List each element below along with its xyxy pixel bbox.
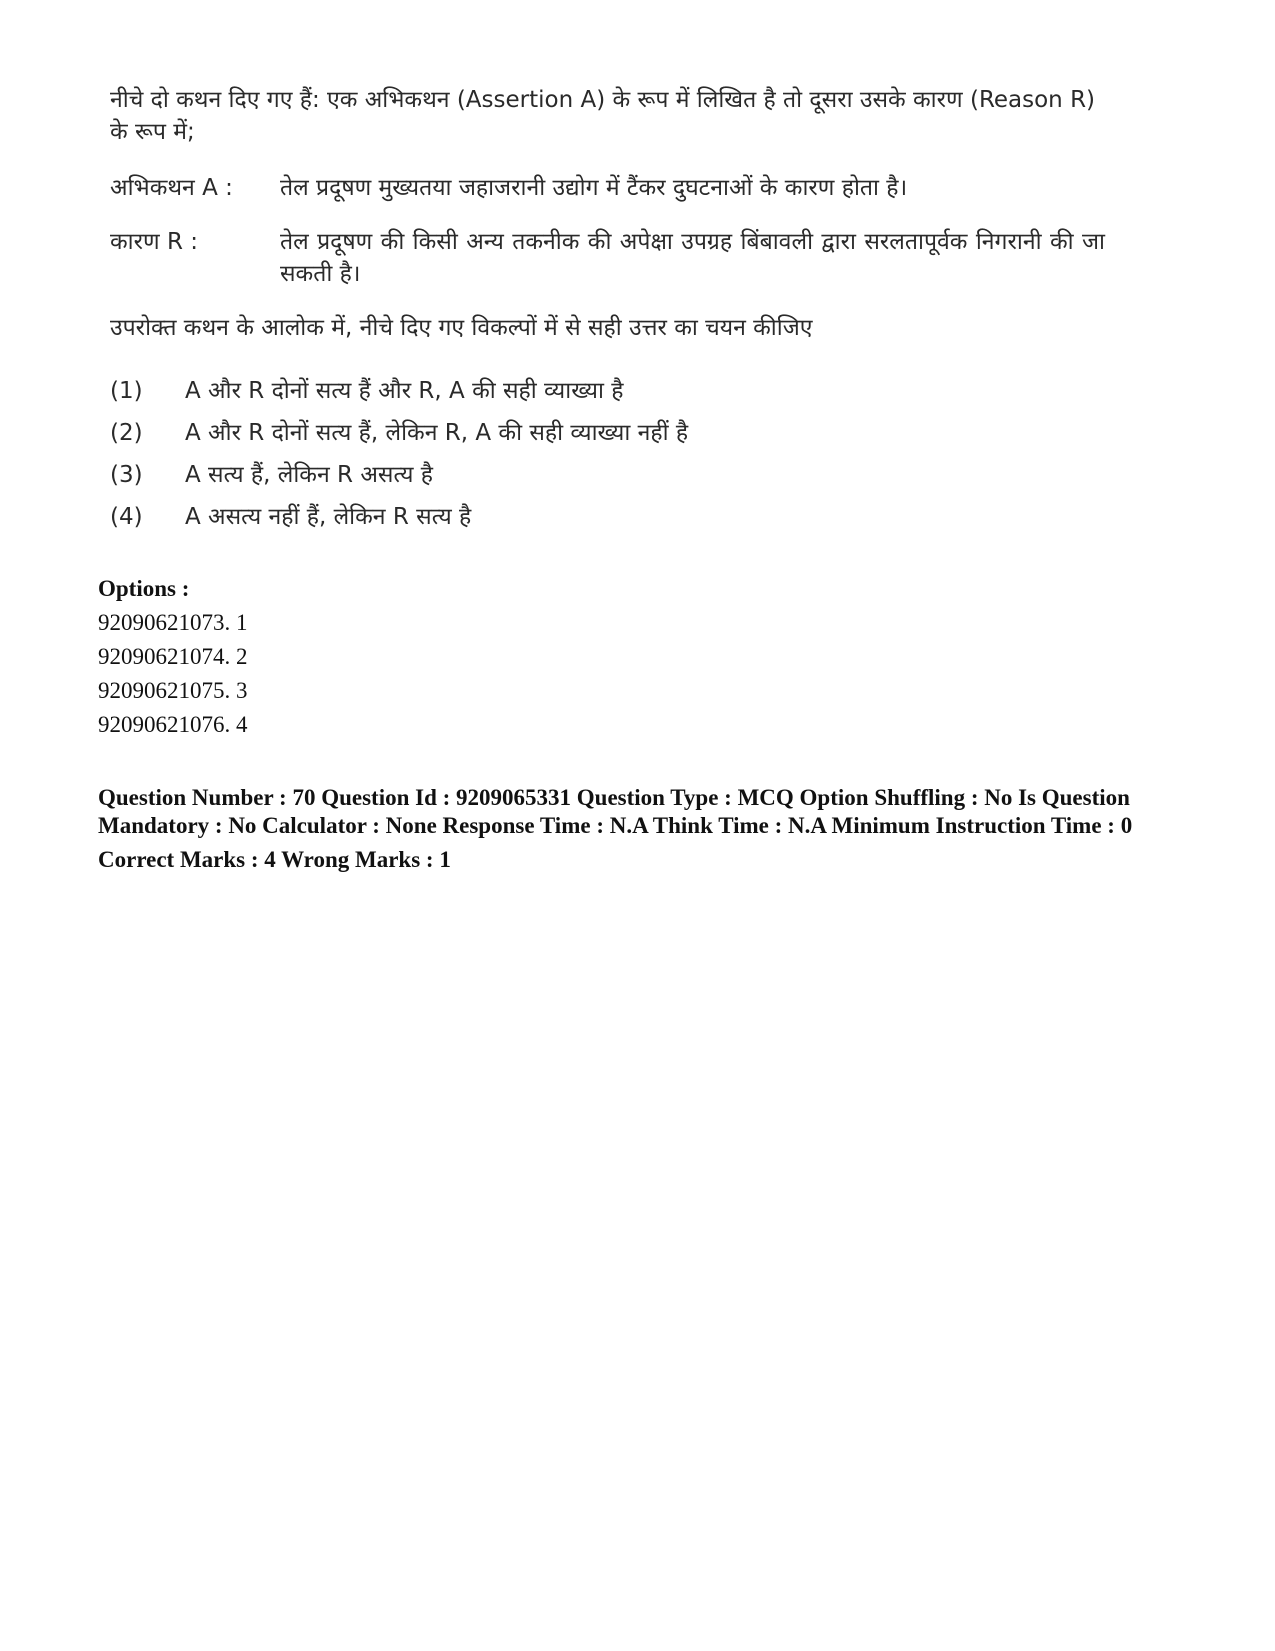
question-intro: नीचे दो कथन दिए गए हैं: एक अभिकथन (Assertion A) के रूप में लिखित है तो दूसरा उसके कारण (Reason R) के रूप में; [110,87,1096,145]
choice-number: (1) [110,378,143,404]
reason-text: तेल प्रदूषण की किसी अन्य तकनीक की अपेक्षा उपग्रह बिंबावली द्वारा सरलतापूर्वक निगरानी की जा सकती है। [280,229,1105,287]
choice-number: (4) [110,504,143,530]
choice-text: A और R दोनों सत्य हैं और R, A की सही व्याख्या है [185,378,624,404]
choice-text: A सत्य हैं, लेकिन R असत्य है [185,462,433,488]
options-heading: Options : [98,576,190,601]
choice-item [110,496,1105,538]
option-id-item: 92090621075. 3 [98,678,248,703]
assertion-label: अभिकथन A : [110,175,233,201]
question-details: Question Number : 70 Question Id : 9209065331 Question Type : MCQ Option Shuffling : No Is Question Mandatory : No Calculator : None Response Time : N.A Think Time : N.A Minimum Instruction Time : 0 [98,785,1133,838]
question-instruction: उपरोक्त कथन के आलोक में, नीचे दिए गए विकल्पों में से सही उत्तर का चयन कीजिए [110,315,813,341]
question-marks: Correct Marks : 4 Wrong Marks : 1 [98,847,451,872]
question-block [110,84,1105,538]
choice-number: (2) [110,420,143,446]
reason-row [110,226,1105,290]
choice-list [110,370,1105,538]
choice-item [110,370,1105,412]
choice-text: A असत्य नहीं हैं, लेकिन R सत्य है [185,504,472,530]
option-id-item: 92090621074. 2 [98,644,248,669]
assertion-text: तेल प्रदूषण मुख्यतया जहाजरानी उद्योग में टैंकर दुघटनाओं के कारण होता है। [280,175,908,201]
choice-item [110,454,1105,496]
choice-item [110,412,1105,454]
assertion-row [110,172,1105,204]
option-id-item: 92090621073. 1 [98,610,248,635]
options-block [98,572,248,742]
choice-number: (3) [110,462,143,488]
option-id-item: 92090621076. 4 [98,712,248,737]
choice-text: A और R दोनों सत्य हैं, लेकिन R, A की सही व्याख्या नहीं है [185,420,689,446]
question-meta [98,784,1138,874]
reason-label: कारण R : [110,229,199,255]
